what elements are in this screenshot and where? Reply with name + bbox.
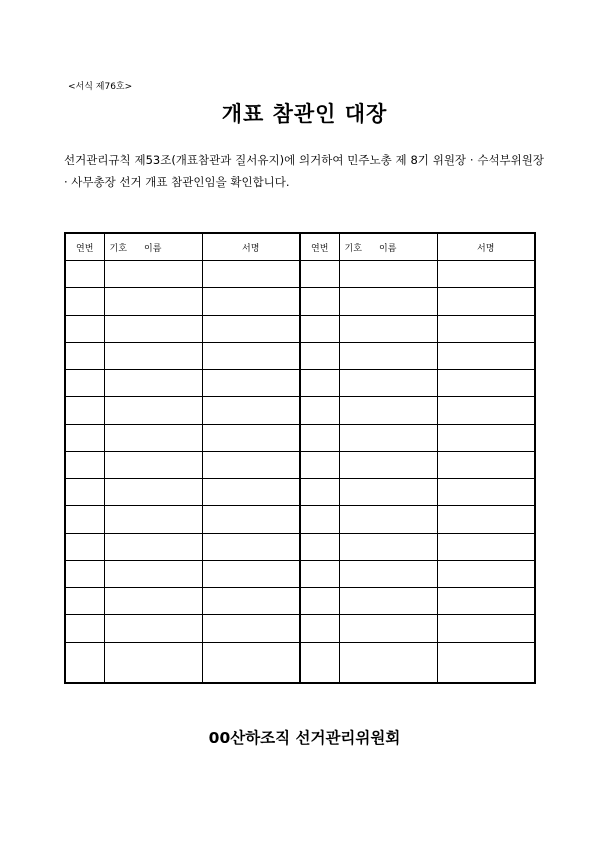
cell-signature-left[interactable] [202, 588, 300, 615]
cell-name-left[interactable] [104, 342, 202, 369]
cell-serial-right[interactable] [300, 342, 339, 369]
table-row [65, 642, 535, 683]
cell-name-right[interactable] [339, 315, 437, 342]
cell-name-left[interactable] [104, 397, 202, 424]
cell-serial-left[interactable] [65, 261, 104, 288]
header-signature-left: 서명 [202, 233, 300, 261]
cell-serial-left[interactable] [65, 533, 104, 560]
cell-serial-left[interactable] [65, 615, 104, 642]
cell-name-left[interactable] [104, 615, 202, 642]
cell-name-right[interactable] [339, 370, 437, 397]
table-row [65, 506, 535, 533]
cell-name-left[interactable] [104, 370, 202, 397]
cell-serial-left[interactable] [65, 560, 104, 587]
cell-signature-right[interactable] [437, 261, 535, 288]
table-row [65, 288, 535, 315]
header-serial-right: 연번 [300, 233, 339, 261]
header-serial-left: 연번 [65, 233, 104, 261]
cell-serial-right[interactable] [300, 615, 339, 642]
cell-serial-right[interactable] [300, 424, 339, 451]
table-row [65, 424, 535, 451]
cell-name-left[interactable] [104, 261, 202, 288]
cell-serial-left[interactable] [65, 397, 104, 424]
cell-serial-right[interactable] [300, 642, 339, 683]
cell-serial-right[interactable] [300, 370, 339, 397]
intro-text: 선거관리규칙 제53조(개표참관과 질서유지)에 의거하여 민주노총 제 8기 위원장 · 수석부위원장 · 사무총장 선거 개표 참관인임을 확인합니다. [64, 153, 544, 189]
cell-signature-left[interactable] [202, 479, 300, 506]
cell-signature-right[interactable] [437, 642, 535, 683]
cell-serial-right[interactable] [300, 506, 339, 533]
table-row [65, 370, 535, 397]
cell-serial-right[interactable] [300, 533, 339, 560]
cell-signature-right[interactable] [437, 588, 535, 615]
cell-name-right[interactable] [339, 288, 437, 315]
form-number: <서식 제76호> [68, 82, 133, 92]
cell-signature-right[interactable] [437, 506, 535, 533]
cell-serial-left[interactable] [65, 642, 104, 683]
cell-name-right[interactable] [339, 533, 437, 560]
cell-signature-left[interactable] [202, 560, 300, 587]
cell-signature-left[interactable] [202, 506, 300, 533]
table-row [65, 342, 535, 369]
cell-name-left[interactable] [104, 288, 202, 315]
cell-signature-right[interactable] [437, 479, 535, 506]
cell-serial-left[interactable] [65, 342, 104, 369]
cell-name-left[interactable] [104, 560, 202, 587]
cell-serial-right[interactable] [300, 397, 339, 424]
cell-serial-left[interactable] [65, 451, 104, 478]
cell-name-right[interactable] [339, 397, 437, 424]
cell-signature-left[interactable] [202, 642, 300, 683]
cell-serial-left[interactable] [65, 424, 104, 451]
cell-serial-right[interactable] [300, 479, 339, 506]
cell-name-left[interactable] [104, 506, 202, 533]
cell-signature-right[interactable] [437, 397, 535, 424]
cell-signature-left[interactable] [202, 370, 300, 397]
cell-signature-left[interactable] [202, 397, 300, 424]
cell-name-right[interactable] [339, 588, 437, 615]
cell-signature-left[interactable] [202, 261, 300, 288]
table-row [65, 588, 535, 615]
cell-serial-left[interactable] [65, 315, 104, 342]
cell-signature-left[interactable] [202, 533, 300, 560]
cell-name-right[interactable] [339, 342, 437, 369]
committee-name: 00산하조직 선거관리위원회 [208, 729, 401, 747]
table-row [65, 451, 535, 478]
cell-signature-left[interactable] [202, 424, 300, 451]
cell-name-left[interactable] [104, 424, 202, 451]
cell-serial-left[interactable] [65, 588, 104, 615]
cell-serial-left[interactable] [65, 370, 104, 397]
table-row [65, 397, 535, 424]
cell-signature-left[interactable] [202, 451, 300, 478]
cell-signature-right[interactable] [437, 424, 535, 451]
cell-name-right[interactable] [339, 560, 437, 587]
cell-name-left[interactable] [104, 479, 202, 506]
header-signature-right: 서명 [437, 233, 535, 261]
cell-signature-right[interactable] [437, 315, 535, 342]
cell-serial-right[interactable] [300, 315, 339, 342]
table-header-row [65, 233, 535, 261]
table-row [65, 261, 535, 288]
cell-name-left[interactable] [104, 642, 202, 683]
cell-signature-left[interactable] [202, 288, 300, 315]
cell-name-left[interactable] [104, 533, 202, 560]
cell-serial-right[interactable] [300, 560, 339, 587]
header-number-name-left: 기호 이름 [104, 233, 202, 261]
cell-serial-left[interactable] [65, 506, 104, 533]
observer-register-table [64, 232, 536, 684]
cell-name-right[interactable] [339, 506, 437, 533]
cell-serial-left[interactable] [65, 288, 104, 315]
cell-name-right[interactable] [339, 261, 437, 288]
cell-signature-right[interactable] [437, 288, 535, 315]
table-row [65, 533, 535, 560]
cell-name-right[interactable] [339, 424, 437, 451]
cell-name-left[interactable] [104, 451, 202, 478]
cell-serial-right[interactable] [300, 261, 339, 288]
cell-serial-right[interactable] [300, 451, 339, 478]
cell-signature-right[interactable] [437, 615, 535, 642]
cell-signature-right[interactable] [437, 342, 535, 369]
table-row [65, 560, 535, 587]
cell-name-right[interactable] [339, 642, 437, 683]
cell-signature-right[interactable] [437, 451, 535, 478]
cell-serial-right[interactable] [300, 588, 339, 615]
cell-signature-left[interactable] [202, 615, 300, 642]
header-number-name-right: 기호 이름 [339, 233, 437, 261]
page-title: 개표 참관인 대장 [221, 102, 388, 126]
cell-name-right[interactable] [339, 615, 437, 642]
table-body [65, 261, 535, 684]
cell-name-right[interactable] [339, 479, 437, 506]
cell-name-right[interactable] [339, 451, 437, 478]
cell-serial-left[interactable] [65, 479, 104, 506]
cell-signature-left[interactable] [202, 342, 300, 369]
cell-signature-right[interactable] [437, 560, 535, 587]
table-row [65, 615, 535, 642]
cell-signature-right[interactable] [437, 370, 535, 397]
cell-name-left[interactable] [104, 588, 202, 615]
cell-serial-right[interactable] [300, 288, 339, 315]
table-row [65, 315, 535, 342]
cell-signature-left[interactable] [202, 315, 300, 342]
table-row [65, 479, 535, 506]
cell-signature-right[interactable] [437, 533, 535, 560]
cell-name-left[interactable] [104, 315, 202, 342]
